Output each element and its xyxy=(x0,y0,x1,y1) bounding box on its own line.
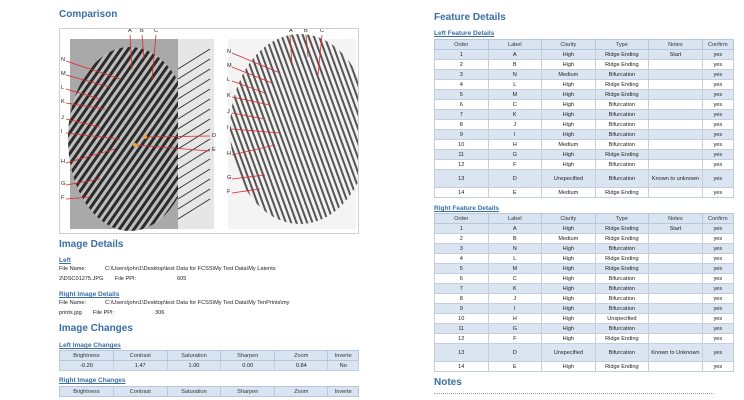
table-cell: A xyxy=(488,224,542,234)
left-label-c: C xyxy=(154,28,159,34)
table-cell: yes xyxy=(702,254,733,264)
right-details-heading: Right Image Details xyxy=(59,291,120,298)
table-cell: Ridge Ending xyxy=(595,90,649,100)
table-row xyxy=(435,334,734,344)
table-cell: Bifurcation xyxy=(595,110,649,120)
table-cell: yes xyxy=(702,50,733,60)
table-cell: F xyxy=(488,334,542,344)
table-cell: High xyxy=(542,150,596,160)
table-cell: yes xyxy=(702,224,733,234)
table-cell xyxy=(649,264,703,274)
table-cell: Known to unknown xyxy=(649,170,703,188)
table-cell xyxy=(649,254,703,264)
table-cell: High xyxy=(542,314,596,324)
table-cell: 7 xyxy=(435,110,489,120)
table-cell xyxy=(649,304,703,314)
table-row xyxy=(435,324,734,334)
table-cell: Bifurcation xyxy=(595,120,649,130)
table-cell: 13 xyxy=(435,170,489,188)
table-cell: 3 xyxy=(435,244,489,254)
table-cell: 10 xyxy=(435,140,489,150)
table-cell: Bifurcation xyxy=(595,170,649,188)
table-cell: 11 xyxy=(435,324,489,334)
table-cell xyxy=(649,362,703,372)
left-details-heading: Left xyxy=(59,257,71,264)
table-cell: 2 xyxy=(435,60,489,70)
table-cell: M xyxy=(488,90,542,100)
table-cell: yes xyxy=(702,314,733,324)
right-changes-heading: Right Image Changes xyxy=(59,377,126,384)
table-cell: Ridge Ending xyxy=(595,60,649,70)
fingerprint-comparison-image xyxy=(60,29,358,233)
right-label-f: F xyxy=(227,189,231,195)
right-feature-heading: Right Feature Details xyxy=(434,205,500,212)
col-saturation: Saturation xyxy=(167,351,221,361)
table-cell: Ridge Ending xyxy=(595,362,649,372)
left-ppi-label: File PPI: xyxy=(115,276,137,282)
table-cell: yes xyxy=(702,264,733,274)
left-label-i: I xyxy=(61,129,63,135)
table-row xyxy=(435,120,734,130)
right-label-l: L xyxy=(227,77,231,83)
left-label-a: A xyxy=(128,28,132,34)
table-cell: Ridge Ending xyxy=(595,150,649,160)
table-cell xyxy=(649,284,703,294)
table-cell xyxy=(649,324,703,334)
left-changes-heading: Left Image Changes xyxy=(59,342,121,349)
table-cell: yes xyxy=(702,60,733,70)
right-label-j: J xyxy=(227,109,230,115)
table-cell: J xyxy=(488,294,542,304)
table-cell: 5 xyxy=(435,264,489,274)
right-label-k: K xyxy=(227,93,231,99)
table-cell: yes xyxy=(702,140,733,150)
left-feature-table: Order Label Clarity Type Notes Confirm 1 A High Ridge Ending Start yes 2 B High Ridge Ending yes 3 N Medium Bifurcation yes 4 L High Ridge Ending yes 5 M High Ridge Ending yes 6 C High Bifurcation yes 7 K High Bifurcation yes 8 J High Bifurcation yes 9 I High Bifurcation yes 10 H Medium Bifurcation yes 11 G High Ridge Ending yes 12 F High Bifurcation yes 13 D Unspecified Bifurcation Known to unknown yes 14 E Medium Ridge Ending yes xyxy=(434,39,734,198)
table-cell: yes xyxy=(702,244,733,254)
right-ppi-label: File PPI: xyxy=(93,310,115,316)
table-cell: 8 xyxy=(435,120,489,130)
table-cell: yes xyxy=(702,274,733,284)
table-row xyxy=(435,304,734,314)
table-cell: High xyxy=(542,100,596,110)
table-cell: 5 xyxy=(435,90,489,100)
table-cell: L xyxy=(488,80,542,90)
table-cell: Ridge Ending xyxy=(595,224,649,234)
latent-marker-dot xyxy=(143,135,147,139)
right-ppi-value: 306 xyxy=(155,310,165,316)
table-cell: C xyxy=(488,274,542,284)
table-cell: Medium xyxy=(542,140,596,150)
table-cell: Ridge Ending xyxy=(595,264,649,274)
right-label-c: C xyxy=(320,28,325,34)
table-cell: Ridge Ending xyxy=(595,50,649,60)
left-ppi-value: 605 xyxy=(177,276,187,282)
table-cell: yes xyxy=(702,130,733,140)
table-cell: High xyxy=(542,334,596,344)
table-cell: D xyxy=(488,344,542,362)
table-cell: E xyxy=(488,188,542,198)
table-cell: L xyxy=(488,254,542,264)
table-cell: yes xyxy=(702,294,733,304)
table-cell xyxy=(649,274,703,284)
table-row xyxy=(435,80,734,90)
table-row xyxy=(435,160,734,170)
table-cell: Ridge Ending xyxy=(595,234,649,244)
right-image-changes-table: Brightness Contrast Saturation Sharpen Zoom Inverte xyxy=(59,386,359,397)
table-cell: yes xyxy=(702,362,733,372)
table-cell: Unspecified xyxy=(542,170,596,188)
table-cell xyxy=(649,100,703,110)
col-contrast: Contrast xyxy=(113,351,167,361)
left-label-h: H xyxy=(61,159,66,165)
table-row xyxy=(435,140,734,150)
table-cell: Bifurcation xyxy=(595,304,649,314)
left-file-path-cont: 2\DSC01275.JPG xyxy=(59,276,104,282)
left-image-changes-table xyxy=(59,350,359,371)
left-label-m: M xyxy=(61,71,66,77)
table-cell xyxy=(649,334,703,344)
table-cell xyxy=(649,110,703,120)
notes-title: Notes xyxy=(434,377,462,388)
image-changes-title: Image Changes xyxy=(59,323,133,334)
table-cell: I xyxy=(488,130,542,140)
table-cell: High xyxy=(542,264,596,274)
table-row xyxy=(435,234,734,244)
table-cell: High xyxy=(542,110,596,120)
table-cell: 1 xyxy=(435,224,489,234)
table-row xyxy=(435,284,734,294)
left-label-f: F xyxy=(61,195,65,201)
table-cell xyxy=(649,80,703,90)
table-cell xyxy=(649,60,703,70)
col-brightness: Brightness xyxy=(60,351,114,361)
table-cell: 14 xyxy=(435,188,489,198)
comparison-title: Comparison xyxy=(59,9,118,20)
image-details-title: Image Details xyxy=(59,239,124,250)
table-cell: 4 xyxy=(435,80,489,90)
table-cell: High xyxy=(542,244,596,254)
right-label-i: I xyxy=(227,125,229,131)
table-cell: 8 xyxy=(435,294,489,304)
table-cell: 14 xyxy=(435,362,489,372)
feature-details-title: Feature Details xyxy=(434,12,506,23)
table-cell xyxy=(649,244,703,254)
col-inverted: Inverte xyxy=(328,351,359,361)
table-cell: F xyxy=(488,160,542,170)
table-row: -0.20 1.47 1.00 0.00 0.84 No xyxy=(60,361,359,371)
table-cell: High xyxy=(542,324,596,334)
left-feature-heading: Left Feature Details xyxy=(434,30,495,37)
table-row xyxy=(435,170,734,188)
table-cell: High xyxy=(542,120,596,130)
table-cell: High xyxy=(542,224,596,234)
table-cell xyxy=(649,130,703,140)
table-cell: High xyxy=(542,294,596,304)
table-row xyxy=(435,188,734,198)
table-cell: Bifurcation xyxy=(595,140,649,150)
table-cell: Medium xyxy=(542,188,596,198)
table-row xyxy=(435,130,734,140)
table-cell: 6 xyxy=(435,100,489,110)
table-cell xyxy=(649,314,703,324)
comparison-image-panel xyxy=(59,28,359,234)
right-file-path: C:\Users\john1\Desktop\test Data for FCSS\My Test Data\My TenPrints\my xyxy=(105,300,290,306)
table-cell: C xyxy=(488,100,542,110)
table-cell: Unspecified xyxy=(595,314,649,324)
table-cell: 12 xyxy=(435,334,489,344)
table-cell xyxy=(649,150,703,160)
right-label-a: A xyxy=(289,28,293,34)
table-cell: yes xyxy=(702,334,733,344)
left-label-e: E xyxy=(212,147,216,153)
table-cell xyxy=(649,188,703,198)
table-cell: Medium xyxy=(542,70,596,80)
table-cell: E xyxy=(488,362,542,372)
right-file-label: File Name: xyxy=(59,300,87,306)
table-cell: G xyxy=(488,150,542,160)
table-cell: 3 xyxy=(435,70,489,80)
table-cell: Unspecified xyxy=(542,344,596,362)
table-row xyxy=(435,60,734,70)
table-cell: yes xyxy=(702,160,733,170)
left-label-l: L xyxy=(61,85,65,91)
left-file-label: File Name: xyxy=(59,266,87,272)
table-row xyxy=(435,50,734,60)
table-cell: N xyxy=(488,70,542,80)
table-cell: High xyxy=(542,274,596,284)
table-cell: yes xyxy=(702,234,733,244)
table-cell: High xyxy=(542,90,596,100)
table-cell: yes xyxy=(702,120,733,130)
right-label-n: N xyxy=(227,49,232,55)
table-cell: High xyxy=(542,304,596,314)
table-cell: High xyxy=(542,130,596,140)
table-cell: yes xyxy=(702,324,733,334)
table-cell: Bifurcation xyxy=(595,344,649,362)
latent-marker-dot xyxy=(133,143,137,147)
table-row xyxy=(435,274,734,284)
table-cell: Bifurcation xyxy=(595,274,649,284)
table-cell: Bifurcation xyxy=(595,160,649,170)
table-cell xyxy=(649,294,703,304)
table-row xyxy=(435,294,734,304)
table-cell: yes xyxy=(702,150,733,160)
table-cell xyxy=(649,90,703,100)
table-cell: Known to Unknown xyxy=(649,344,703,362)
table-cell: High xyxy=(542,80,596,90)
table-cell: 6 xyxy=(435,274,489,284)
table-cell: yes xyxy=(702,344,733,362)
table-cell: yes xyxy=(702,70,733,80)
table-cell: 10 xyxy=(435,314,489,324)
table-row xyxy=(435,100,734,110)
table-cell: 7 xyxy=(435,284,489,294)
left-label-k: K xyxy=(61,99,65,105)
table-cell: yes xyxy=(702,100,733,110)
table-row xyxy=(435,344,734,362)
table-cell: yes xyxy=(702,110,733,120)
right-label-g: G xyxy=(227,175,232,181)
table-cell: 11 xyxy=(435,150,489,160)
table-cell: High xyxy=(542,254,596,264)
table-cell: B xyxy=(488,60,542,70)
table-cell: Bifurcation xyxy=(595,130,649,140)
table-cell xyxy=(649,140,703,150)
table-cell: High xyxy=(542,160,596,170)
table-cell xyxy=(649,70,703,80)
table-cell: N xyxy=(488,244,542,254)
table-cell: yes xyxy=(702,304,733,314)
left-label-n: N xyxy=(61,57,66,63)
table-cell: High xyxy=(542,50,596,60)
left-label-j: J xyxy=(61,115,64,121)
col-zoom: Zoom xyxy=(275,351,328,361)
table-cell: 12 xyxy=(435,160,489,170)
notes-text-placeholder xyxy=(434,393,714,397)
left-file-path: C:\Users\john1\Desktop\test Data for FCSS\My Test Data\My Latents xyxy=(105,266,276,272)
table-row xyxy=(435,362,734,372)
table-row xyxy=(435,90,734,100)
table-cell: Ridge Ending xyxy=(595,254,649,264)
table-cell: yes xyxy=(702,284,733,294)
col-sharpen: Sharpen xyxy=(221,351,275,361)
table-row xyxy=(435,254,734,264)
left-label-g: G xyxy=(61,181,66,187)
table-cell: 4 xyxy=(435,254,489,264)
table-cell: K xyxy=(488,284,542,294)
table-cell: Start xyxy=(649,224,703,234)
table-cell: High xyxy=(542,60,596,70)
table-cell: High xyxy=(542,362,596,372)
table-row xyxy=(435,150,734,160)
table-cell xyxy=(649,120,703,130)
right-file-path-cont: prints.jpg xyxy=(59,310,82,316)
table-cell: Ridge Ending xyxy=(595,334,649,344)
table-cell: J xyxy=(488,120,542,130)
table-cell: H xyxy=(488,314,542,324)
table-row xyxy=(435,110,734,120)
latent-fingerprint xyxy=(68,47,192,231)
table-cell: A xyxy=(488,50,542,60)
table-cell: yes xyxy=(702,90,733,100)
table-cell: High xyxy=(542,284,596,294)
right-label-b: B xyxy=(304,28,308,34)
left-label-b: B xyxy=(140,28,144,34)
table-cell: Bifurcation xyxy=(595,324,649,334)
table-cell: D xyxy=(488,170,542,188)
table-cell: Bifurcation xyxy=(595,284,649,294)
table-cell: 13 xyxy=(435,344,489,362)
table-cell xyxy=(649,234,703,244)
table-cell xyxy=(649,160,703,170)
right-feature-table: Order Label Clarity Type Notes Confirm 1 A High Ridge Ending Start yes 2 B Medium Ridge Ending yes 3 N High Bifurcation yes 4 L High Ridge Ending yes 5 M High Ridge Ending yes 6 C High Bifurcation yes 7 K High Bifurcation yes 8 J High Bifurcation yes 9 I High Bifurcation yes 10 H High Unspecified yes 11 G High Bifurcation yes 12 F High Ridge Ending yes 13 D Unspecified Bifurcation Known to Unknown yes 14 E High Ridge Ending yes xyxy=(434,213,734,372)
table-row xyxy=(435,244,734,254)
table-row xyxy=(435,314,734,324)
table-cell: yes xyxy=(702,188,733,198)
table-cell: yes xyxy=(702,170,733,188)
table-cell: G xyxy=(488,324,542,334)
table-cell: I xyxy=(488,304,542,314)
table-cell: Bifurcation xyxy=(595,70,649,80)
table-cell: H xyxy=(488,140,542,150)
table-cell: 1 xyxy=(435,50,489,60)
left-label-d: D xyxy=(212,133,217,139)
table-cell: 9 xyxy=(435,130,489,140)
table-cell: Bifurcation xyxy=(595,244,649,254)
table-cell: 2 xyxy=(435,234,489,244)
table-cell: 9 xyxy=(435,304,489,314)
table-cell: Bifurcation xyxy=(595,100,649,110)
table-cell: B xyxy=(488,234,542,244)
table-row xyxy=(435,224,734,234)
table-row xyxy=(435,70,734,80)
table-cell: K xyxy=(488,110,542,120)
table-cell: Medium xyxy=(542,234,596,244)
table-cell: Ridge Ending xyxy=(595,188,649,198)
table-cell: Start xyxy=(649,50,703,60)
table-cell: yes xyxy=(702,80,733,90)
right-label-h: H xyxy=(227,151,232,157)
table-cell: M xyxy=(488,264,542,274)
table-row xyxy=(435,264,734,274)
right-label-m: M xyxy=(227,63,232,69)
table-cell: Bifurcation xyxy=(595,294,649,304)
table-cell: Ridge Ending xyxy=(595,80,649,90)
